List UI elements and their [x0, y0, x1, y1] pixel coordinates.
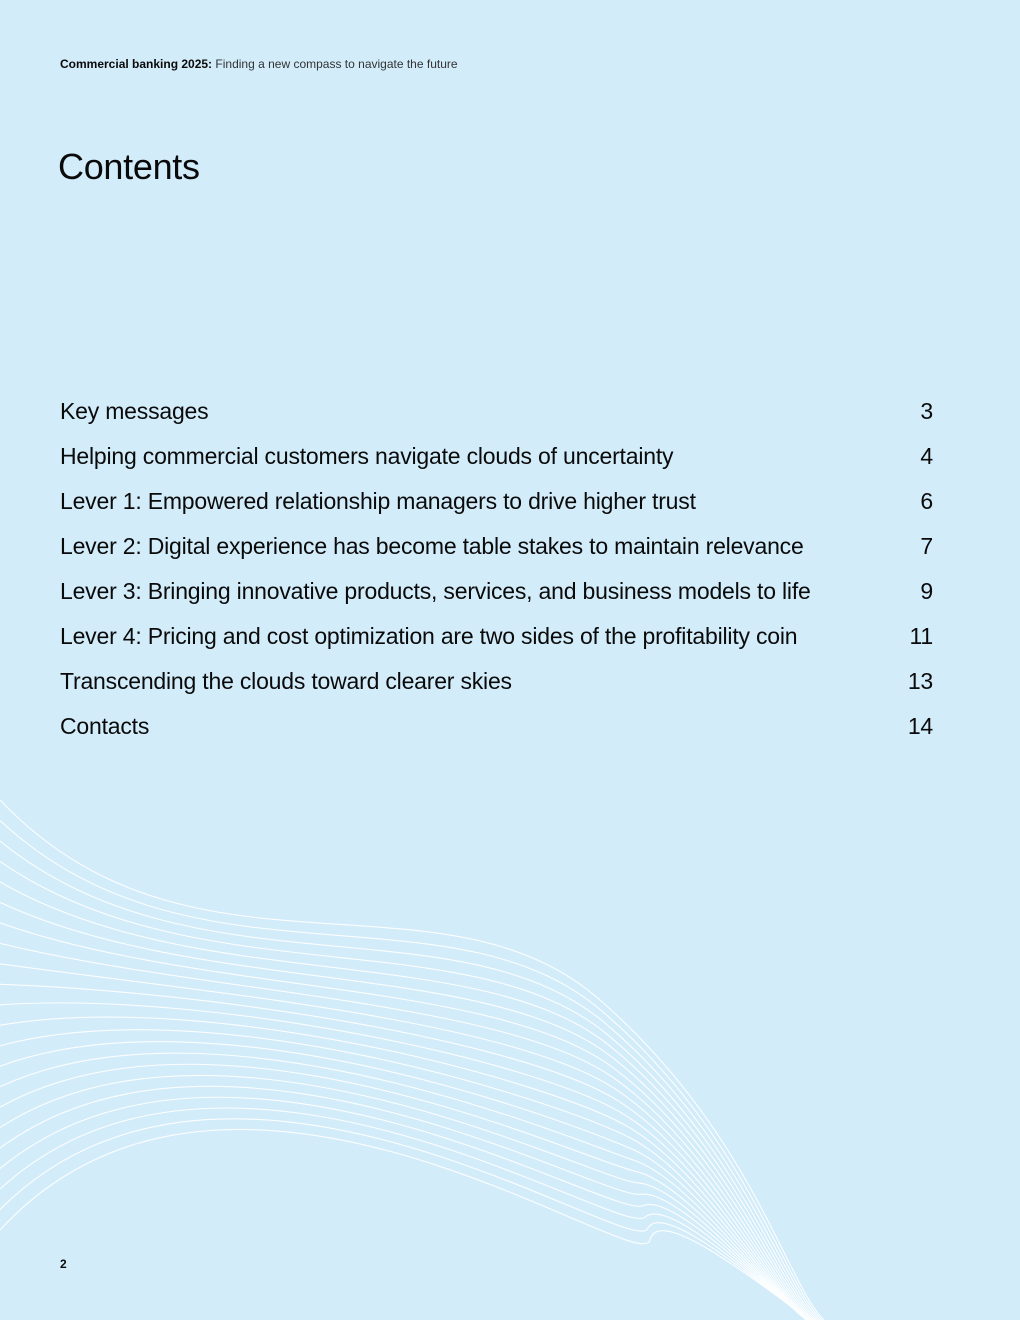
toc-entry-title: Lever 2: Digital experience has become table stakes to maintain relevance — [60, 533, 804, 559]
page-title: Contents — [58, 146, 200, 187]
running-header — [60, 57, 458, 71]
wave-line — [0, 882, 822, 1320]
wave-line — [0, 964, 816, 1320]
toc-entry-page: 7 — [920, 533, 933, 559]
toc-entry-title: Lever 1: Empowered relationship managers to drive higher trust — [60, 488, 696, 514]
wave-line — [0, 861, 824, 1320]
wave-line — [0, 1108, 816, 1320]
toc-entry-page: 13 — [907, 668, 933, 694]
wave-line — [0, 1003, 814, 1320]
report-title: Commercial banking 2025: — [60, 57, 213, 71]
wave-line — [0, 821, 828, 1320]
toc-entry-title: Lever 4: Pricing and cost optimization are two sides of the profitability coin — [60, 623, 798, 649]
wave-line — [0, 841, 826, 1320]
wave-line — [0, 1097, 815, 1320]
toc-entry-lever-2[interactable] — [60, 524, 933, 569]
toc-entry-title: Contacts — [60, 713, 150, 739]
wave-line — [0, 1129, 818, 1320]
toc-entry-helping-customers[interactable] — [60, 434, 933, 479]
wave-line — [0, 923, 819, 1320]
toc-entry-contacts[interactable] — [60, 704, 933, 749]
toc-entry-page: 11 — [909, 623, 933, 649]
toc-entry-title: Helping commercial customers navigate clouds of uncertainty — [60, 443, 674, 469]
report-subtitle: Finding a new compass to navigate the future — [215, 57, 458, 71]
wave-line — [0, 1053, 813, 1320]
page-number: 2 — [60, 1257, 67, 1271]
toc-entry-page: 14 — [907, 713, 933, 739]
wave-line — [0, 1086, 815, 1320]
toc-entry-lever-3[interactable] — [60, 569, 933, 614]
wave-line — [0, 800, 830, 1320]
toc-entry-page: 6 — [920, 488, 933, 514]
toc-entry-title: Transcending the clouds toward clearer skies — [60, 668, 512, 694]
toc-entry-lever-1[interactable] — [60, 479, 933, 524]
toc-entry-transcending[interactable] — [60, 659, 933, 704]
wave-line — [0, 943, 817, 1320]
toc-entry-title: Lever 3: Bringing innovative products, services, and business models to life — [60, 578, 811, 604]
wave-line — [0, 1030, 813, 1320]
wave-line — [0, 1017, 814, 1320]
toc-entry-key-messages[interactable] — [60, 389, 933, 434]
wave-line — [0, 902, 820, 1320]
toc-entry-page: 9 — [920, 578, 933, 604]
wave-line — [0, 1075, 814, 1320]
toc-entry-page: 3 — [920, 398, 933, 424]
toc-entry-title: Key messages — [60, 398, 209, 424]
toc-entry-page: 4 — [920, 443, 933, 469]
wave-line — [0, 1064, 814, 1320]
wave-line — [0, 1119, 817, 1320]
wave-line — [0, 984, 815, 1320]
wave-line — [0, 1042, 813, 1320]
table-of-contents — [60, 389, 933, 749]
toc-entry-lever-4[interactable] — [60, 614, 933, 659]
